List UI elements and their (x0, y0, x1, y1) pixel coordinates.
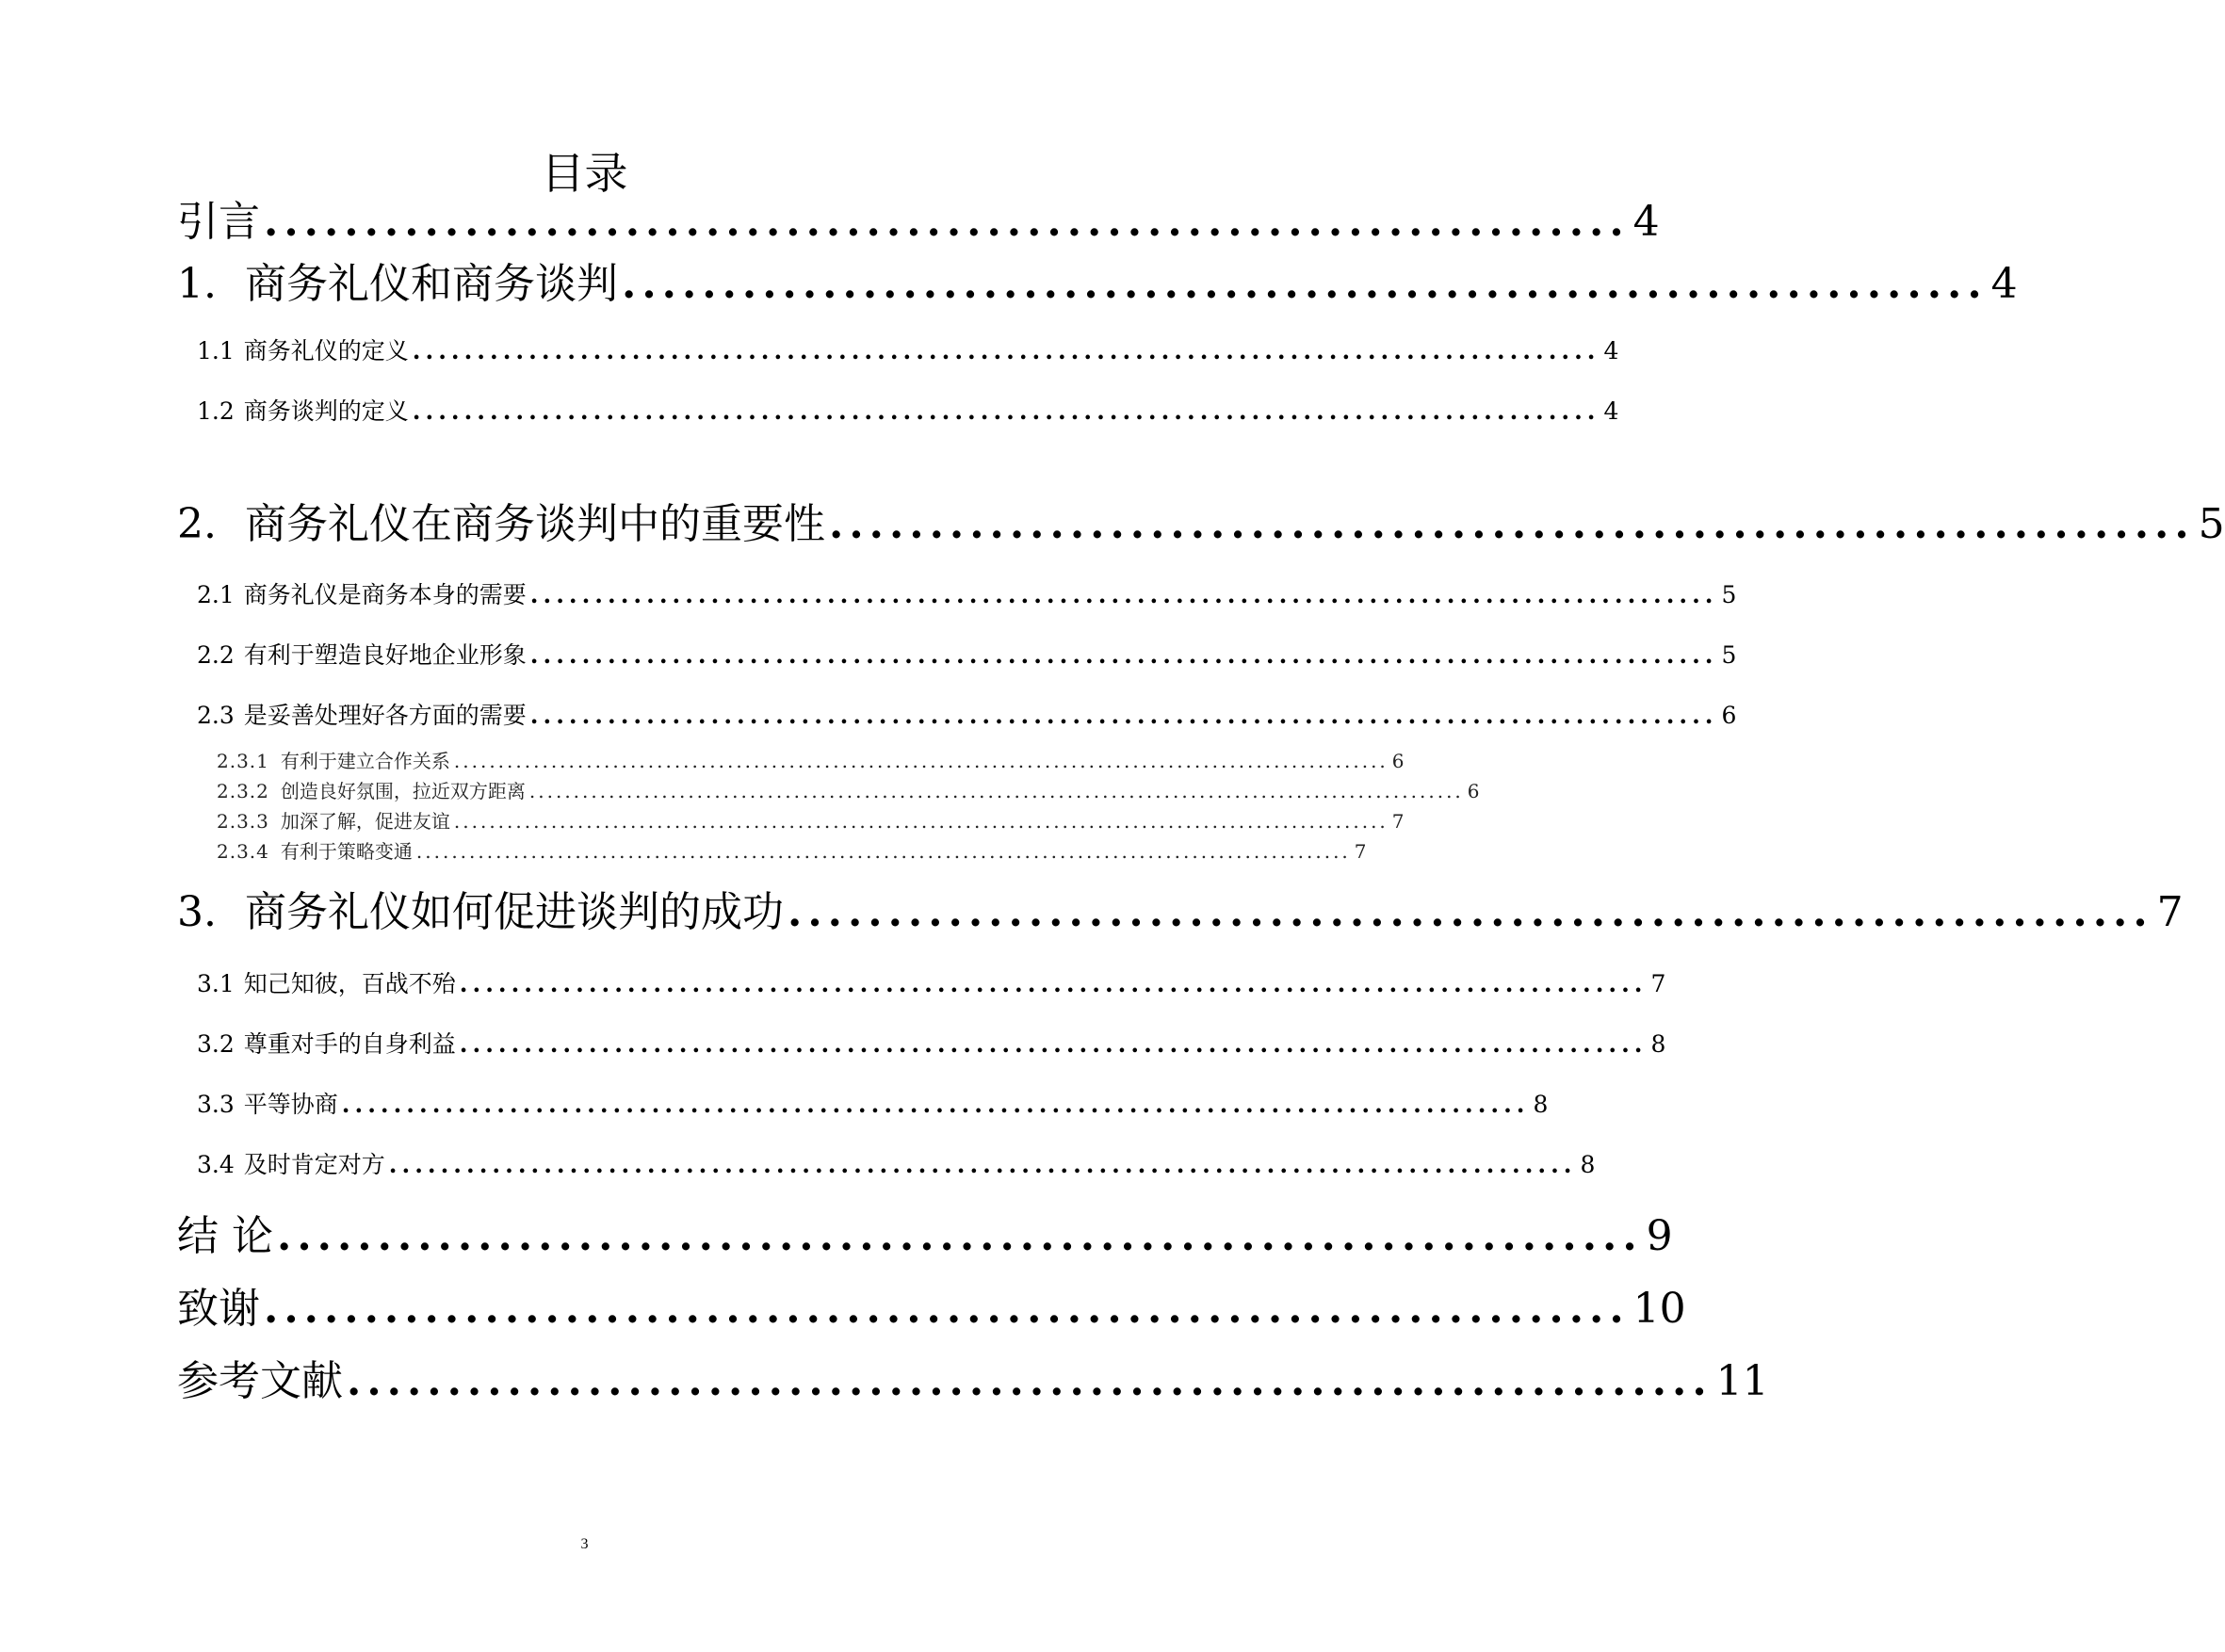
toc-entry-title: 致谢 (177, 1285, 260, 1333)
page-title: 目录 (541, 148, 628, 199)
toc-dot-leader: .......................................................................................................... (453, 810, 1389, 833)
toc-entry-page: 6 (1391, 750, 1405, 772)
toc-entry-number: 3. (177, 888, 217, 936)
toc-entry-page: 10 (1632, 1285, 1686, 1333)
toc-dot-leader: .......................................................................................................... (453, 750, 1389, 772)
toc-entry-page: 11 (1715, 1357, 1769, 1405)
toc-entry[interactable] (217, 747, 1405, 775)
toc-entry-page: 7 (1354, 840, 1367, 863)
toc-entry[interactable] (217, 777, 1480, 805)
toc-dot-leader: ............................................................................................ (412, 337, 1600, 364)
toc-dot-leader: ............................................................................................ (388, 1151, 1577, 1178)
toc-entry-page: 6 (1467, 780, 1480, 802)
toc-entry-number: 3.3 (197, 1091, 235, 1118)
toc-entry-number: 2.3.4 (217, 840, 269, 863)
toc-entry[interactable] (177, 1281, 1686, 1337)
toc-entry[interactable] (177, 1353, 1769, 1410)
toc-entry-number: 2.3.3 (217, 810, 269, 833)
toc-entry-number: 1. (177, 260, 217, 308)
toc-entry[interactable] (177, 194, 1660, 251)
toc-entry[interactable] (197, 1148, 1596, 1182)
toc-entry[interactable] (197, 395, 1619, 429)
toc-entry[interactable] (217, 837, 1367, 866)
toc-entry-page: 4 (1603, 337, 1619, 364)
toc-dot-leader: .......................................................................................................... (528, 780, 1464, 802)
toc-dot-leader: ............................................................................................ (529, 702, 1718, 729)
toc-entry-page: 4 (1990, 260, 2018, 308)
toc-entry[interactable] (217, 807, 1405, 835)
toc-entry[interactable] (177, 496, 2225, 553)
toc-entry-title: 是妥善处理好各方面的需要 (243, 702, 527, 729)
toc-entry[interactable] (197, 334, 1619, 368)
toc-entry-title: 商务礼仪是商务本身的需要 (243, 581, 527, 608)
toc-entry-number: 2. (177, 500, 217, 548)
toc-entry-page: 7 (1391, 810, 1405, 833)
toc-dot-leader: .................................................................... (347, 1357, 1713, 1405)
toc-entry-page: 8 (1580, 1151, 1596, 1178)
toc-dot-leader: ............................................................................................ (341, 1091, 1530, 1118)
toc-entry-title: 有利于建立合作关系 (280, 750, 450, 772)
toc-dot-leader: ............................................................................................ (459, 1030, 1648, 1058)
toc-entry-number: 3.4 (197, 1151, 235, 1178)
toc-entry-page: 9 (1646, 1212, 1673, 1260)
toc-entry-number: 3.1 (197, 970, 235, 997)
toc-entry-title: 商务礼仪如何促进谈判的成功 (245, 888, 784, 936)
toc-dot-leader: ............................................................................................ (529, 581, 1718, 608)
toc-dot-leader: .................................................................... (788, 888, 2153, 936)
toc-entry-page: 8 (1650, 1030, 1666, 1058)
toc-entry-number: 1.1 (197, 337, 235, 364)
toc-entry-page: 6 (1721, 702, 1737, 729)
toc-entry[interactable] (177, 884, 2184, 941)
toc-entry-title: 尊重对手的自身利益 (243, 1030, 456, 1058)
toc-entry-title: 创造良好氛围，拉近双方距离 (280, 780, 526, 802)
toc-entry[interactable] (197, 1028, 1666, 1061)
toc-entry[interactable] (197, 967, 1666, 1001)
toc-entry-title: 有利于塑造良好地企业形象 (243, 641, 527, 669)
toc-dot-leader: .................................................................... (622, 260, 1988, 308)
toc-entry[interactable] (177, 256, 2018, 313)
toc-entry-number: 2.1 (197, 581, 235, 608)
toc-dot-leader: ............................................................................................ (412, 397, 1600, 425)
toc-entry-title: 及时肯定对方 (243, 1151, 385, 1178)
toc-dot-leader: .................................................................... (264, 198, 1630, 246)
toc-entry-title: 商务礼仪的定义 (243, 337, 409, 364)
toc-dot-leader: .................................................................... (277, 1212, 1643, 1260)
toc-entry-number: 2.3.1 (217, 750, 269, 772)
toc-entry[interactable] (177, 1208, 1673, 1265)
toc-dot-leader: .......................................................................................................... (415, 840, 1351, 863)
toc-entry-page: 5 (2198, 500, 2225, 548)
page-number: 3 (580, 1536, 589, 1552)
toc-entry[interactable] (197, 639, 1737, 672)
toc-dot-leader: ............................................................................................ (529, 641, 1718, 669)
toc-entry-title: 加深了解，促进友谊 (280, 810, 450, 833)
toc-entry-title: 平等协商 (243, 1091, 338, 1118)
toc-entry-number: 2.3.2 (217, 780, 269, 802)
toc-entry-page: 5 (1721, 581, 1737, 608)
toc-entry[interactable] (197, 699, 1737, 733)
toc-dot-leader: ............................................................................................ (459, 970, 1648, 997)
toc-entry-title: 商务礼仪在商务谈判中的重要性 (245, 500, 825, 548)
toc-entry-page: 8 (1533, 1091, 1549, 1118)
toc-entry-title: 有利于策略变通 (280, 840, 413, 863)
toc-entry-page: 5 (1721, 641, 1737, 669)
toc-entry-title: 结 论 (177, 1212, 273, 1260)
toc-entry[interactable] (197, 578, 1737, 612)
toc-entry-title: 商务谈判的定义 (243, 397, 409, 425)
toc-entry-title: 参考文献 (177, 1357, 343, 1405)
toc-entry-title: 知己知彼，百战不殆 (243, 970, 456, 997)
toc-entry-title: 商务礼仪和商务谈判 (245, 260, 618, 308)
toc-entry-page: 4 (1603, 397, 1619, 425)
toc-entry-page: 7 (2156, 888, 2184, 936)
toc-entry-number: 2.2 (197, 641, 235, 669)
toc-entry-title: 引言 (177, 198, 260, 246)
toc-entry-number: 1.2 (197, 397, 235, 425)
toc-dot-leader: .................................................................... (829, 500, 2195, 548)
toc-entry-number: 2.3 (197, 702, 235, 729)
toc-entry-page: 4 (1632, 198, 1660, 246)
toc-entry[interactable] (197, 1088, 1549, 1122)
toc-dot-leader: .................................................................... (264, 1285, 1630, 1333)
toc-entry-number: 3.2 (197, 1030, 235, 1058)
toc-entry-page: 7 (1650, 970, 1666, 997)
